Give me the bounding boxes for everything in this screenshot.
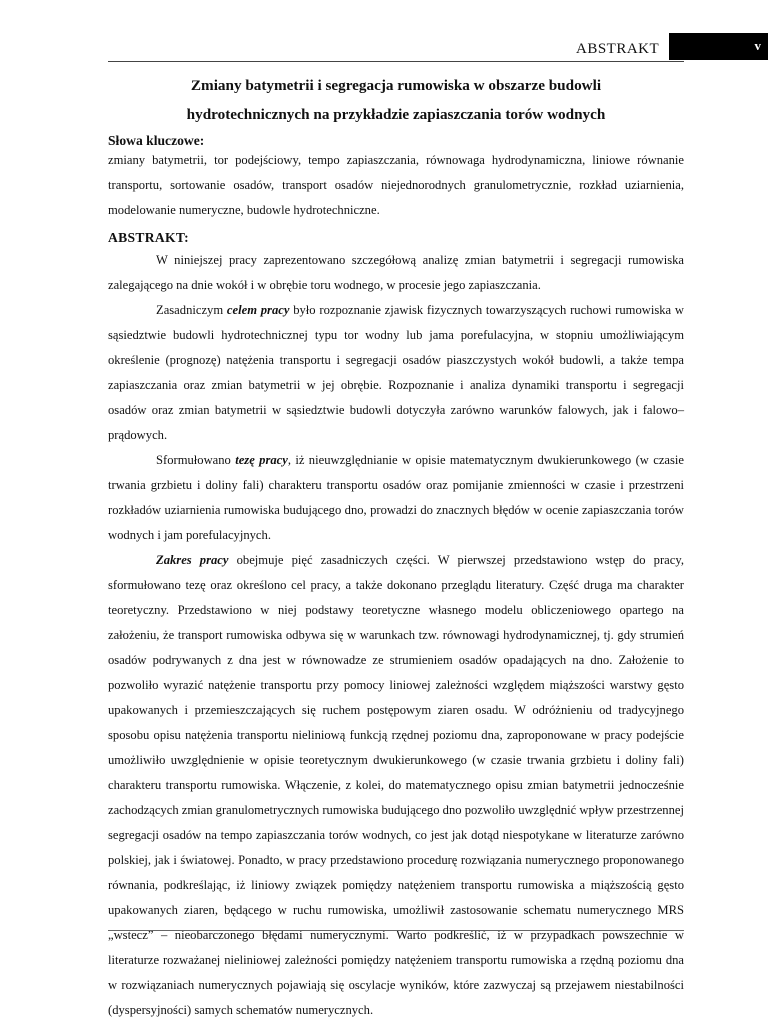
keywords-heading: Słowa kluczowe: [108,133,205,148]
title-line-1: Zmiany batymetrii i segregacja rumowiska w obszarze budowli [190,77,602,94]
thesis-term: tezę pracy [235,453,288,467]
header-rule [108,61,684,62]
p4-text: obejmuje pięć zasadniczych części. W pierwszej przedstawiono wstęp do pracy, sformułowano tezę oraz określono cel pracy, a także dokonano przeglądu literatury. Część druga ma charakter teoretyczny. Przedstawiono w niej podstawy teoretyczne własnego modelu obliczeniowego opartego na założeniu, że transport rumowiska odbywa się w warunkach tzw. równowagi hydrodynamicznej, tj. gdy strumień osadów podrywanych z dna jest w równowadze ze strumieniem osadów opadających na dno. Założenie to pozwoliło wyrazić natężenie transportu przy pomocy liniowej zależności względem miąższości warstwy gęsto upakowanych i przemieszczających się ruchem postępowym ziaren osadu. W odróżnieniu od tradycyjnego sposobu opisu natężenia transportu nieliniową funkcją rzędnej poziomu dna, zaproponowane w pracy podejście umożliwiło uwzględnienie w opisie teoretycznym dwukierunkowego (w czasie trwania grzbietu i doliny fali) charakteru transportu rumowiska. Włączenie, z kolei, do matematycznego opisu zmian batymetrii jednocześnie zachodzących zmian granulometrycznych rumowiska budującego dno pozwoliło uwzględnić wpływ przestrzennej segregacji osadów na tempo zapiaszczania torów wodnych, co jest jak dotąd niespotykane w literaturze zarówno polskiej, jak i światowej. Ponadto, w pracy przedstawiono procedurę rozwiązania numerycznego proponowanego równania, podkreślając, iż liniowy związek pomiędzy natężeniem transportu rumowiska a miąższością gęsto upakowanych ziaren, będącego w ruchu rumowiska, umożliwił zastosowanie schematu numerycznego MRS „wstecz” – nieobarczonego błędami numerycznymi. Warto podkreślić, iż w przypadkach powszechnie w literaturze rozważanej nieliniowej zależności pomiędzy natężeniem transportu rumowiska a rzędną poziomu dna w rozwiązaniach numerycznych pojawiają się oscylacje wyników, które zazwyczaj są przejawem niestabilności (dyspersyjności) samych schematów numerycznych. [108,553,684,1017]
p3-lead-text: Sformułowano [156,453,236,467]
p2-lead-text: Zasadniczym [156,303,227,317]
scope-term: Zakres pracy [156,553,229,567]
abstract-body [108,248,684,1023]
footer-rule [108,930,684,931]
aim-term: celem pracy [226,303,290,317]
running-header-label: ABSTRAKT [576,41,660,57]
paper-title [108,71,684,129]
page-number-tab: v [669,33,768,60]
abstract-paragraph-3 [108,448,684,548]
abstract-paragraph-1: W niniejszej pracy zaprezentowano szczegółową analizę zmian batymetrii i segregacji rumowiska zalegającego na dnie wokół i w obrębie toru wodnego, w procesie jego zapiaszczania. [108,253,684,292]
p2-text: było rozpoznanie zjawisk fizycznych towarzyszących ruchowi rumowiska w sąsiedztwie budowli hydrotechnicznej typu tor wodny lub jama porefulacyjna, w stopniu umożliwiającym określenie (prognozę) natężenia transportu i segregacji osadów piaszczystych wokół budowli, a także tempa zapiaszczania oraz zmian batymetrii w jej obrębie. Rozpoznanie i analiza dynamiki transportu i segregacji osadów oraz zmian batymetrii w sąsiedztwie budowli dotyczyła zarówno warunków falowych, jak i falowo–prądowych. [108,303,684,442]
abstract-heading: ABSTRAKT: [108,230,190,245]
keywords-text: zmiany batymetrii, tor podejściowy, tempo zapiaszczania, równowaga hydrodynamiczna, liniowe równanie transportu, sortowanie osadów, transport osadów niejednorodnych granulometrycznie, rozkład uziarnienia, modelowanie numeryczne, budowle hydrotechniczne. [108,153,684,217]
p3-text: , iż nieuwzględnianie w opisie matematycznym dwukierunkowego (w czasie trwania grzbietu i doliny fali) charakteru transportu osadów oraz pomijanie zmienności w czasie i przestrzeni rozkładów uziarnienia rumowiska budującego dno, prowadzi do znacznych błędów w ocenie zapiaszczania torów wodnych i jam porefulacyjnych. [108,453,684,542]
title-line-2: hydrotechnicznych na przykładzie zapiaszczania torów wodnych [186,106,606,123]
abstract-paragraph-4 [108,548,684,1023]
abstract-paragraph-2 [108,298,684,448]
